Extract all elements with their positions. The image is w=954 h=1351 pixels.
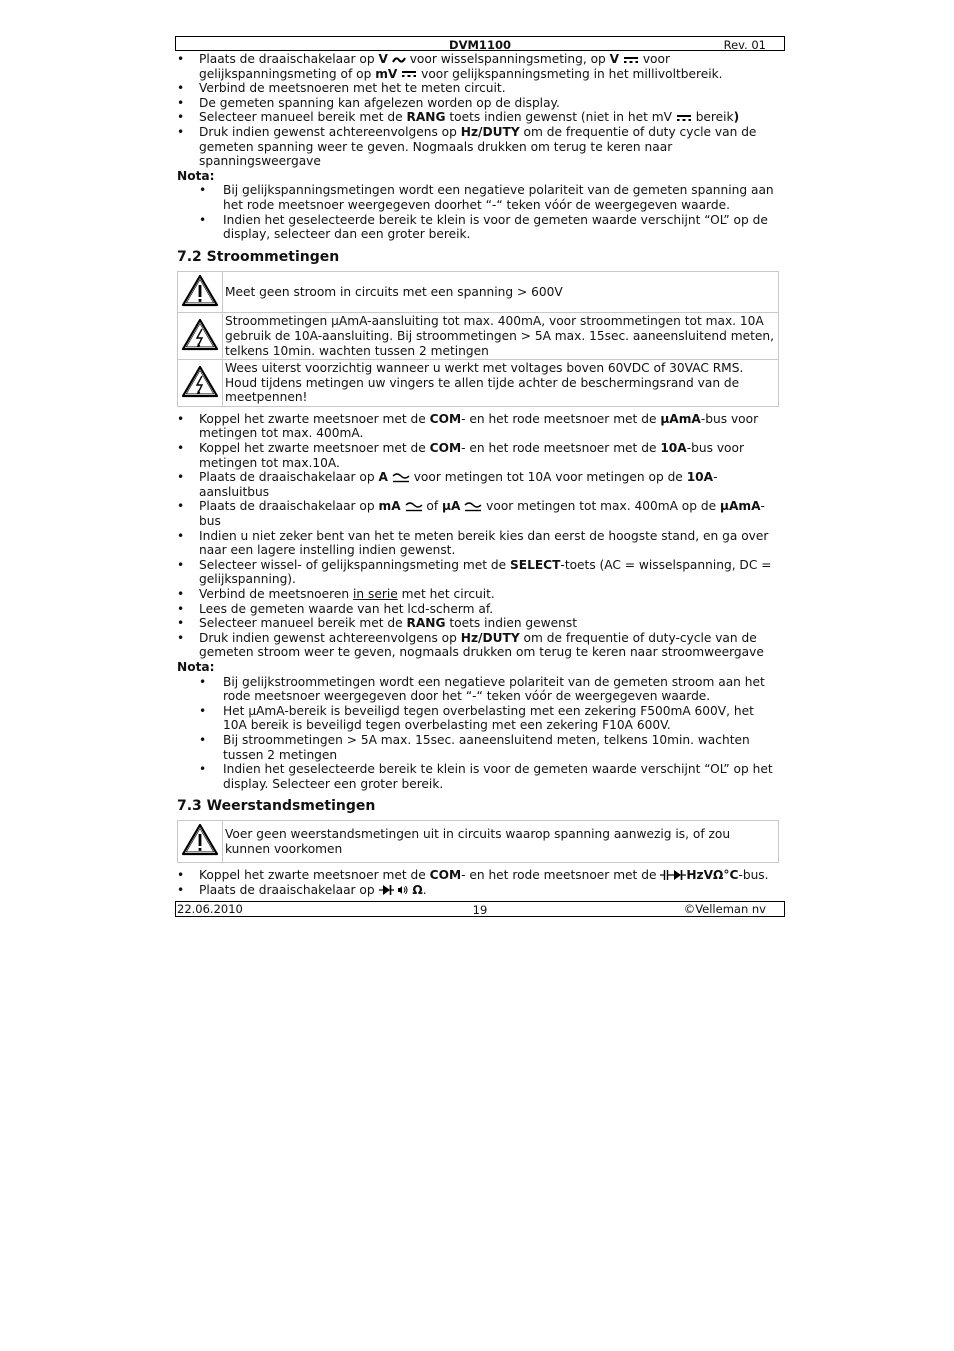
list-item: • Koppel het zwarte meetsnoer met de COM- en het rode meetsnoer met de μAmA-bus voor metingen tot max. 400mA.: [177, 412, 779, 441]
list-item: • Indien het geselecteerde bereik te klein is voor de gemeten waarde verschijnt “OL” op de display, selecteer dan een groter bereik.: [199, 213, 779, 242]
resistance-steps-list: [177, 868, 779, 897]
warning-text: Meet geen stroom in circuits met een spanning > 600V: [223, 271, 779, 313]
model-name: DVM1100: [449, 38, 511, 52]
nota-label: Nota:: [177, 168, 215, 183]
exclamation-warning-icon: [181, 274, 219, 307]
list-item: • Koppel het zwarte meetsnoer met de COM- en het rode meetsnoer met de HzVΩ°C-bus.: [177, 868, 779, 883]
section-title: 7.2 Stroommetingen: [177, 248, 340, 265]
ac-wave-icon: [392, 55, 406, 65]
section-title: 7.3 Weerstandsmetingen: [177, 798, 376, 815]
warning-row: [178, 821, 779, 863]
footer-date: 22.06.2010: [177, 902, 243, 916]
exclamation-warning-icon: [181, 823, 219, 856]
list-item: • Plaats de draaischakelaar op A voor metingen tot 10A voor metingen op de 10A-aansluitbus: [177, 470, 779, 499]
diode-continuity-icon: [379, 884, 409, 896]
dc-symbol-icon: [676, 113, 692, 123]
list-item: • Verbind de meetsnoeren met het te meten circuit.: [177, 81, 779, 96]
warning-table: [177, 820, 779, 863]
list-item: • Druk indien gewenst achtereenvolgens op Hz/DUTY om de frequentie of duty-cycle van de gemeten stroom weer te geven, nogmaals drukken om terug te keren naar stroomweergave: [177, 631, 779, 660]
nota-list: [177, 675, 779, 792]
nota-list: [177, 183, 779, 241]
warning-row: [178, 313, 779, 360]
warning-row: [178, 360, 779, 407]
list-item: • Verbind de meetsnoeren in serie met het circuit.: [177, 587, 779, 602]
warning-text: Stroommetingen μAmA-aansluiting tot max. 400mA, voor stroommetingen tot max. 10A gebruik de 10A-aansluiting. Bij stroommetingen > 5A max. 15sec. aaneensluitend meten, telkens 10min. wachten tussen 2 metingen: [223, 313, 779, 360]
current-steps-list: [177, 412, 779, 660]
list-item: • Het μAmA-bereik is beveiligd tegen overbelasting met een zekering F500mA 600V, het 10A bereik is beveiligd tegen overbelasting met een zekering F10A 600V.: [199, 704, 779, 733]
dc-symbol-icon: [401, 69, 417, 79]
high-voltage-warning-icon: [181, 318, 219, 351]
list-item: • Druk indien gewenst achtereenvolgens op Hz/DUTY om de frequentie of duty cycle van de gemeten spanning weer te geven. Nogmaals drukken om terug te keren naar spanningsweergave: [177, 125, 779, 169]
page-header: [175, 36, 785, 51]
warning-text: Wees uiterst voorzichtig wanneer u werkt met voltages boven 60VDC of 30VAC RMS. Houd tijdens metingen uw vingers te allen tijde achter de beschermingsrand van de meetpennen!: [223, 360, 779, 407]
list-item: • Indien u niet zeker bent van het te meten bereik kies dan eerst de hoogste stand, en ga over naar een lagere instelling indien gewenst.: [177, 529, 779, 558]
list-item: • Selecteer wissel- of gelijkspanningsmeting met de SELECT-toets (AC = wisselspanning, DC = gelijkspanning).: [177, 558, 779, 587]
copyright: ©Velleman nv: [683, 902, 766, 916]
list-item: • Lees de gemeten waarde van het lcd-scherm af.: [177, 602, 779, 617]
high-voltage-warning-icon: [181, 365, 219, 398]
ac-dc-symbol-icon: [464, 501, 482, 513]
list-item: • Bij gelijkstroommetingen wordt een negatieve polariteit van de gemeten stroom aan het rode meetsnoer weergegeven door het “-“ teken vóór de weergegeven waarde.: [199, 675, 779, 704]
revision: Rev. 01: [723, 38, 766, 52]
page-content: [177, 52, 779, 897]
warning-text: Voer geen weerstandsmetingen uit in circuits waarop spanning aanwezig is, of zou kunnen voorkomen: [223, 821, 779, 863]
list-item: • Selecteer manueel bereik met de RANG toets indien gewenst: [177, 616, 779, 631]
warning-row: [178, 271, 779, 313]
page-number: 19: [472, 903, 488, 917]
list-item: • Selecteer manueel bereik met de RANG toets indien gewenst (niet in het mV bereik): [177, 110, 779, 125]
ac-dc-symbol-icon: [405, 501, 423, 513]
list-item: • De gemeten spanning kan afgelezen worden op de display.: [177, 96, 779, 111]
list-item: • Plaats de draaischakelaar op mA of μA voor metingen tot max. 400mA op de μAmA-bus: [177, 499, 779, 528]
list-item: • Koppel het zwarte meetsnoer met de COM- en het rode meetsnoer met de 10A-bus voor metingen tot max.10A.: [177, 441, 779, 470]
nota-label: Nota:: [177, 659, 215, 674]
warning-table: [177, 271, 779, 407]
voltage-steps-list: [177, 52, 779, 169]
list-item: • Plaats de draaischakelaar op V voor wisselspanningsmeting, op V voor gelijkspanningsmeting of op mV voor gelijkspanningsmeting in het millivoltbereik.: [177, 52, 779, 81]
dc-symbol-icon: [623, 55, 639, 65]
capacitor-diode-icon: [660, 869, 686, 881]
ac-dc-symbol-icon: [392, 472, 410, 484]
page-footer: [175, 901, 785, 917]
list-item: • Indien het geselecteerde bereik te klein is voor de gemeten waarde verschijnt “OL” op het display. Selecteer een groter bereik.: [199, 762, 779, 791]
list-item: • Bij stroommetingen > 5A max. 15sec. aaneensluitend meten, telkens 10min. wachten tussen 2 metingen: [199, 733, 779, 762]
list-item: • Bij gelijkspanningsmetingen wordt een negatieve polariteit van de gemeten spanning aan het rode meetsnoer weergegeven doorhet “-“ teken vóór de weergegeven waarde.: [199, 183, 779, 212]
list-item: • Plaats de draaischakelaar op Ω.: [177, 883, 779, 898]
